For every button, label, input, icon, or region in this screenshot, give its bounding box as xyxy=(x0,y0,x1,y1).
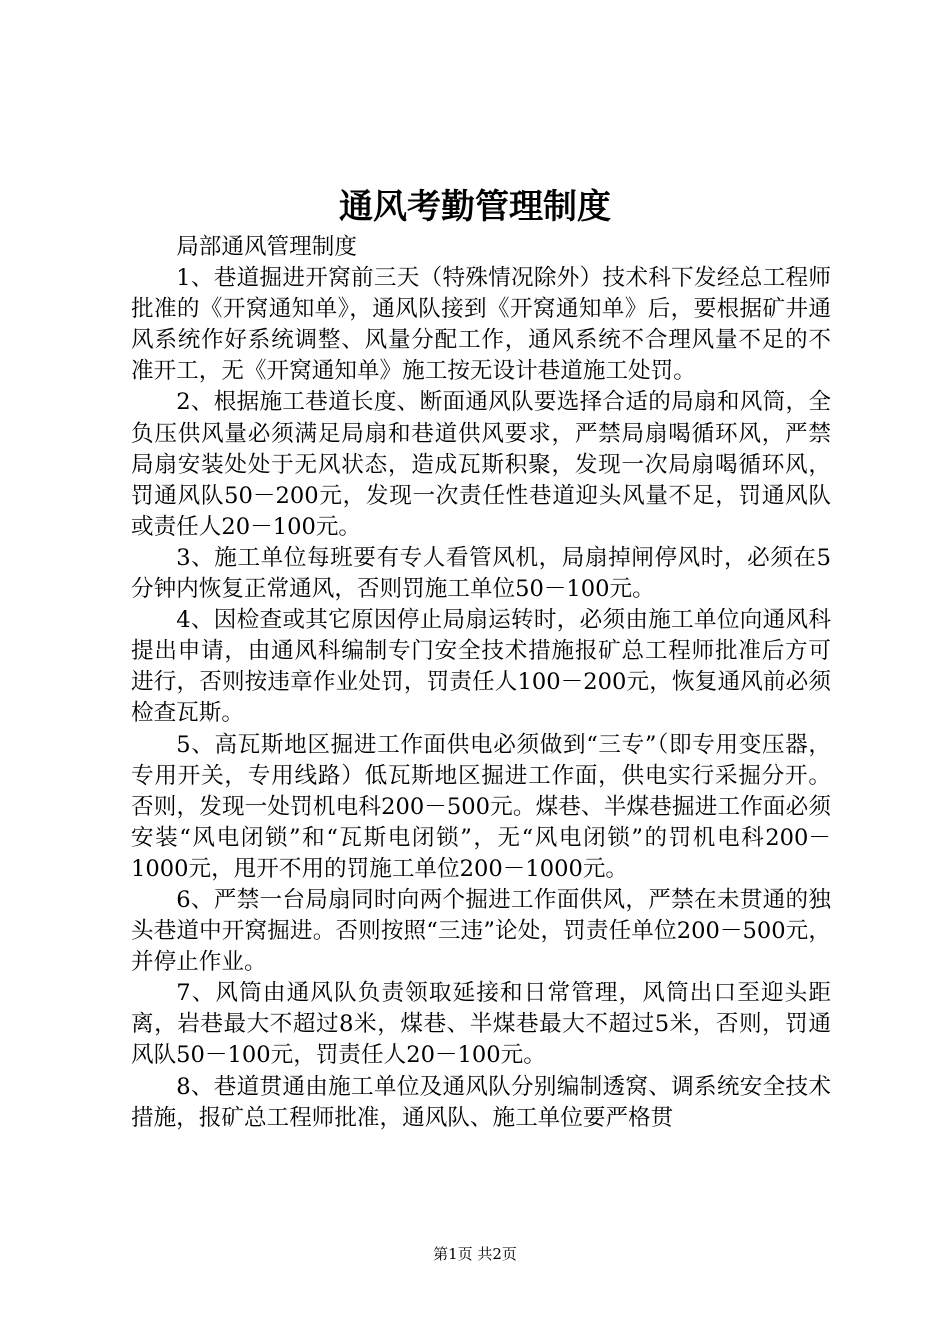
document-title: 通风考勤管理制度 xyxy=(339,187,611,227)
paragraph-7: 7、风筒由通风队负责领取延接和日常管理，风筒出口至迎头距离，岩巷最大不超过8米，煤巷、半煤巷最大不超过5米，否则，罚通风队50－100元，罚责任人20－100元。 xyxy=(131,980,831,1069)
paragraph-6: 6、严禁一台局扇同时向两个掘进工作面供风，严禁在未贯通的独头巷道中开窝掘进。否则按照“三违”论处，罚责任单位200－500元，并停止作业。 xyxy=(131,886,831,976)
paragraph-3: 3、施工单位每班要有专人看管风机，局扇掉闸停风时，必须在5分钟内恢复正常通风，否则罚施工单位50－100元。 xyxy=(131,544,831,603)
paragraph-1: 1、巷道掘进开窝前三天（特殊情况除外）技术科下发经总工程师批准的《开窝通知单》，通风队接到《开窝通知单》后，要根据矿井通风系统作好系统调整、风量分配工作，通风系统不合理风量不足的不准开工，无《开窝通知单》施工按无设计巷道施工处罚。 xyxy=(131,265,831,385)
paragraph-4: 4、因检查或其它原因停止局扇运转时，必须由施工单位向通风科提出申请，由通风科编制专门安全技术措施报矿总工程师批准后方可进行，否则按违章作业处罚，罚责任人100－200元，恢复通风前必须检查瓦斯。 xyxy=(131,607,831,727)
page-number-footer: 第1页 共2页 xyxy=(433,1245,517,1263)
paragraph-8: 8、巷道贯通由施工单位及通风队分别编制透窝、调系统安全技术措施，报矿总工程师批准，通风队、施工单位要严格贯 xyxy=(131,1073,831,1131)
section-heading: 局部通风管理制度 xyxy=(176,234,357,260)
paragraph-2: 2、根据施工巷道长度、断面通风队要选择合适的局扇和风筒，全负压供风量必须满足局扇和巷道供风要求，严禁局扇喝循环风，严禁局扇安装处处于无风状态，造成瓦斯积聚，发现一次局扇喝循环风，罚通风队50－200元，发现一次责任性巷道迎头风量不足，罚通风队或责任人20－100元。 xyxy=(131,389,831,540)
document-body xyxy=(131,232,831,1134)
paragraph-5: 5、高瓦斯地区掘进工作面供电必须做到“三专”（即专用变压器，专用开关，专用线路）低瓦斯地区掘进工作面，供电实行采掘分开。否则，发现一处罚机电科200－500元。煤巷、半煤巷掘进工作面必须安装“风电闭锁”和“瓦斯电闭锁”，无“风电闭锁”的罚机电科200－1000元，甩开不用的罚施工单位200－1000元。 xyxy=(131,731,831,882)
